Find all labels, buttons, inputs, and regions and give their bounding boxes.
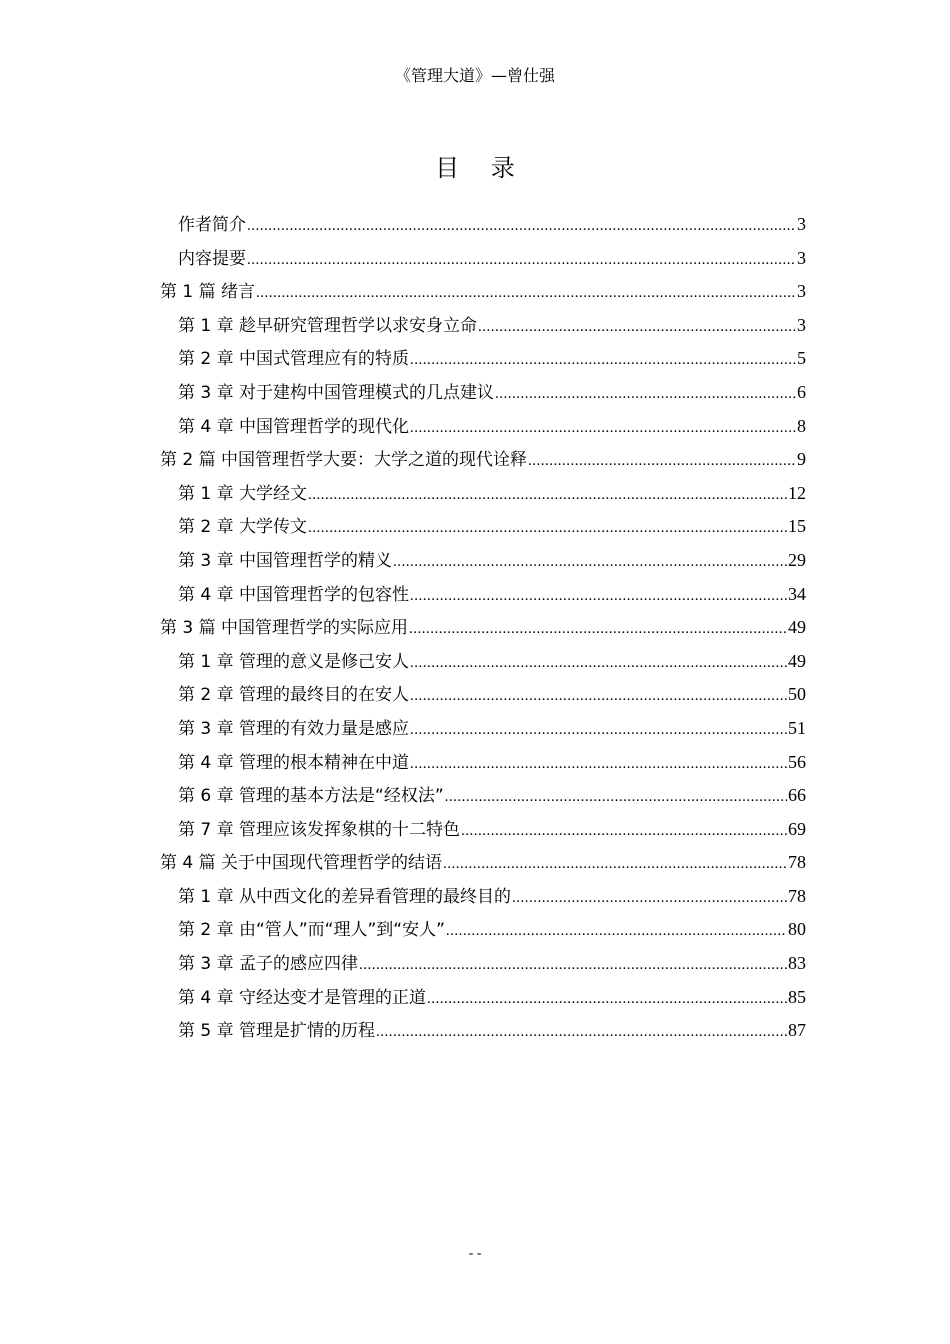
toc-page-number: 3: [797, 281, 806, 302]
toc-chapter-entry[interactable]: [160, 813, 806, 847]
toc-entry-title: 第 1 篇 绪言: [160, 282, 256, 303]
toc-page-number: 78: [788, 885, 806, 906]
toc-chapter-entry[interactable]: [160, 645, 806, 679]
dot-leader: [427, 983, 787, 1017]
toc-page-number: 3: [797, 214, 806, 234]
toc-part-entry[interactable]: [160, 846, 806, 880]
dot-leader: [308, 512, 787, 546]
dot-leader: [528, 445, 796, 479]
dot-leader: [410, 714, 787, 748]
toc-page-number: 34: [788, 583, 806, 604]
page-footer: - -: [468, 1246, 482, 1261]
toc-entry-title: 第 4 篇 关于中国现代管理哲学的结语: [160, 853, 443, 874]
toc-page-number: 85: [788, 986, 806, 1007]
toc-page-number: 50: [788, 684, 806, 705]
toc-entry-title: 作者简介: [178, 215, 246, 235]
toc-page-number: 49: [788, 617, 806, 638]
toc-page-number: 83: [788, 953, 806, 974]
toc-page-number: 51: [788, 717, 806, 738]
dot-leader: [410, 412, 796, 446]
toc-page-number: 80: [788, 919, 806, 940]
toc-entry-title: 第 3 篇 中国管理哲学的实际应用: [160, 618, 409, 639]
toc-page-number: 56: [788, 751, 806, 772]
toc-page-number: 3: [797, 247, 806, 268]
toc-chapter-entry[interactable]: [160, 510, 806, 544]
dot-leader: [247, 210, 796, 244]
toc-chapter-entry[interactable]: [160, 880, 806, 914]
dot-leader: [308, 479, 787, 513]
toc-entry-title: 第 3 章 管理的有效力量是感应: [178, 718, 410, 739]
toc-entry-title: 第 2 篇 中国管理哲学大要：大学之道的现代诠释: [160, 450, 528, 471]
toc-chapter-entry[interactable]: [160, 678, 806, 712]
toc-entry-title: 第 3 章 中国管理哲学的精义: [178, 550, 393, 571]
toc-chapter-entry[interactable]: [160, 544, 806, 578]
dot-leader: [359, 949, 787, 983]
toc-chapter-entry[interactable]: [160, 410, 806, 444]
dot-leader: [247, 244, 796, 278]
dot-leader: [478, 311, 796, 345]
toc-page-number: 8: [797, 415, 806, 436]
toc-page-number: 49: [788, 650, 806, 671]
toc-entry-title: 第 2 章 由“管人”而“理人”到“安人”: [178, 920, 445, 941]
dot-leader: [256, 277, 796, 311]
toc-entry-title: 第 1 章 从中西文化的差异看管理的最终目的: [178, 886, 512, 907]
dot-leader: [410, 748, 787, 782]
toc-page-number: 9: [797, 449, 806, 470]
toc-entry-title: 第 1 章 管理的意义是修己安人: [178, 651, 410, 672]
dot-leader: [410, 680, 787, 714]
toc-chapter-entry[interactable]: [160, 477, 806, 511]
dot-leader: [410, 580, 787, 614]
toc-entry-title: 第 4 章 中国管理哲学的包容性: [178, 584, 410, 605]
toc-chapter-entry[interactable]: [160, 376, 806, 410]
toc-entry-title: 第 1 章 大学经文: [178, 483, 308, 504]
table-of-contents: [160, 208, 806, 1048]
dot-leader: [410, 647, 787, 681]
toc-page-number: 5: [797, 348, 806, 369]
toc-chapter-entry[interactable]: [160, 1014, 806, 1048]
toc-entry-title: 第 5 章 管理是扩情的历程: [178, 1021, 376, 1042]
page-header: 《管理大道》—曾仕强: [394, 66, 555, 85]
toc-chapter-entry[interactable]: [160, 779, 806, 813]
toc-chapter-entry[interactable]: [160, 342, 806, 376]
dot-leader: [393, 546, 787, 580]
toc-entry-title: 第 3 章 孟子的感应四律: [178, 954, 359, 975]
toc-entry-title: 第 4 章 管理的根本精神在中道: [178, 752, 410, 773]
toc-page-number: 29: [788, 549, 806, 570]
toc-chapter-entry[interactable]: [160, 712, 806, 746]
dot-leader: [445, 781, 787, 815]
toc-page-number: 15: [788, 516, 806, 537]
toc-page-number: 66: [788, 785, 806, 806]
dot-leader: [443, 848, 787, 882]
toc-entry-title: 第 2 章 大学传文: [178, 517, 308, 538]
toc-chapter-entry[interactable]: [160, 947, 806, 981]
toc-entry-title: 第 4 章 守经达变才是管理的正道: [178, 987, 427, 1008]
toc-part-entry[interactable]: [160, 611, 806, 645]
dot-leader: [461, 815, 787, 849]
toc-entry-title: 第 6 章 管理的基本方法是“经权法”: [178, 786, 444, 807]
toc-entry-title: 第 4 章 中国管理哲学的现代化: [178, 416, 410, 437]
toc-page-number: 6: [797, 381, 806, 402]
dot-leader: [409, 613, 787, 647]
dot-leader: [410, 344, 796, 378]
toc-entry-title: 第 2 章 中国式管理应有的特质: [178, 349, 410, 370]
toc-page-number: 12: [788, 482, 806, 503]
toc-page-number: 87: [788, 1020, 806, 1041]
toc-entry-title: 内容提要: [178, 248, 246, 269]
toc-chapter-entry[interactable]: [160, 309, 806, 343]
toc-chapter-entry[interactable]: [160, 746, 806, 780]
toc-chapter-entry[interactable]: [160, 578, 806, 612]
toc-page-number: 78: [788, 852, 806, 873]
toc-title: 目 录: [435, 154, 527, 182]
toc-page-number: 69: [788, 818, 806, 839]
toc-entry-title: 第 3 章 对于建构中国管理模式的几点建议: [178, 382, 495, 403]
toc-entry-title: 第 7 章 管理应该发挥象棋的十二特色: [178, 819, 461, 840]
toc-entry-title: 第 1 章 趁早研究管理哲学以求安身立命: [178, 315, 478, 336]
toc-part-entry[interactable]: [160, 443, 806, 477]
toc-page-number: 3: [797, 314, 806, 335]
dot-leader: [495, 378, 796, 412]
toc-chapter-entry[interactable]: [160, 242, 806, 276]
dot-leader: [446, 915, 787, 949]
toc-chapter-entry[interactable]: [160, 208, 806, 242]
dot-leader: [512, 882, 787, 916]
toc-entry-title: 第 2 章 管理的最终目的在安人: [178, 685, 410, 706]
dot-leader: [376, 1016, 787, 1050]
toc-chapter-entry[interactable]: [160, 981, 806, 1015]
toc-part-entry[interactable]: [160, 275, 806, 309]
toc-chapter-entry[interactable]: [160, 913, 806, 947]
